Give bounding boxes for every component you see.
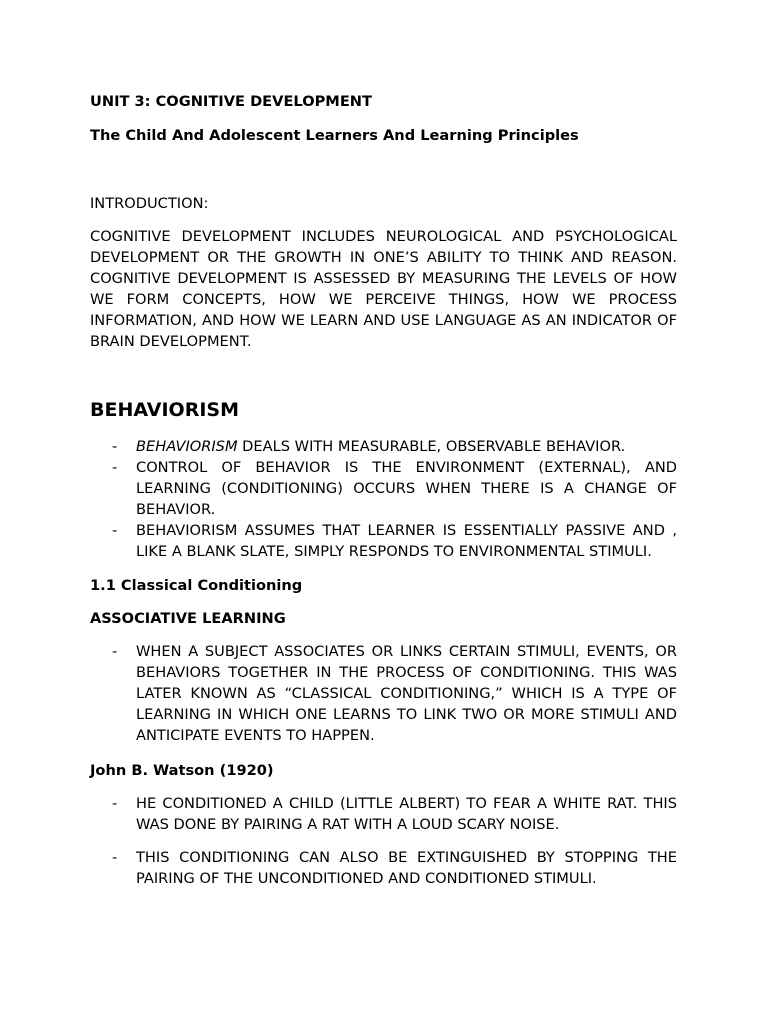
list-item-text: THIS CONDITIONING CAN ALSO BE EXTINGUISHED BY STOPPING THE PAIRING OF THE UNCONDITIONED AND CONDITIONED STIMULI. (136, 849, 677, 887)
list-item (90, 794, 677, 836)
list-item-text: WHEN A SUBJECT ASSOCIATES OR LINKS CERTAIN STIMULI, EVENTS, OR BEHAVIORS TOGETHER IN THE PROCESS OF CONDITIONING. THIS WAS LATER KNOWN AS “CLASSICAL CONDITIONING,” WHICH IS A TYPE OF LEARNING IN WHICH ONE LEARNS TO LINK TWO OR MORE STIMULI AND ANTICIPATE EVENTS TO HAPPEN. (136, 643, 677, 744)
bullet-dash: - (112, 438, 118, 455)
document-subtitle: The Child And Adolescent Learners And Learning Principles (90, 127, 579, 144)
bullet-dash: - (112, 521, 118, 539)
list-item-text: CONTROL OF BEHAVIOR IS THE ENVIRONMENT (EXTERNAL), AND LEARNING (CONDITIONING) OCCURS WHEN THERE IS A CHANGE OF BEHAVIOR. (136, 458, 677, 518)
list-item-text: HE CONDITIONED A CHILD (LITTLE ALBERT) TO FEAR A WHITE RAT. THIS WAS DONE BY PAIRING A RAT WITH A LOUD SCARY NOISE. (136, 795, 677, 833)
bullet-dash: - (112, 795, 118, 812)
list-item (90, 521, 677, 563)
list-item-text: DEALS WITH MEASURABLE, OBSERVABLE BEHAVIOR. (237, 438, 626, 455)
list-item (90, 458, 677, 521)
watson-list-2 (90, 848, 677, 890)
classical-list (90, 642, 677, 747)
list-item (90, 642, 677, 747)
behaviorism-list (90, 437, 677, 562)
classical-conditioning-heading: 1.1 Classical Conditioning (90, 577, 303, 594)
intro-heading: INTRODUCTION: (90, 195, 209, 212)
list-item-text: BEHAVIORISM ASSUMES THAT LEARNER IS ESSENTIALLY PASSIVE AND , LIKE A BLANK SLATE, SIMPLY RESPONDS TO ENVIRONMENTAL STIMULI. (136, 521, 677, 560)
behaviorism-term: BEHAVIORISM (136, 438, 238, 455)
intro-paragraph: COGNITIVE DEVELOPMENT INCLUDES NEUROLOGICAL AND PSYCHOLOGICAL DEVELOPMENT OR THE GROWTH IN ONE’S ABILITY TO THINK AND REASON. COGNITIVE DEVELOPMENT IS ASSESSED BY MEASURING THE LEVELS OF HOW WE FORM CONCEPTS, HOW WE PERCEIVE THINGS, HOW WE PROCESS INFORMATION, AND HOW WE LEARN AND USE LANGUAGE AS AN INDICATOR OF BRAIN DEVELOPMENT. (90, 228, 677, 350)
associative-learning-heading: ASSOCIATIVE LEARNING (90, 610, 286, 627)
watson-list-1 (90, 794, 677, 836)
behaviorism-heading: BEHAVIORISM (90, 399, 239, 421)
bullet-dash: - (112, 643, 118, 660)
bullet-dash: - (112, 849, 118, 866)
unit-title: UNIT 3: COGNITIVE DEVELOPMENT (90, 93, 372, 110)
watson-heading: John B. Watson (1920) (90, 762, 274, 779)
bullet-dash: - (112, 458, 118, 476)
list-item (90, 437, 677, 458)
list-item (90, 848, 677, 890)
